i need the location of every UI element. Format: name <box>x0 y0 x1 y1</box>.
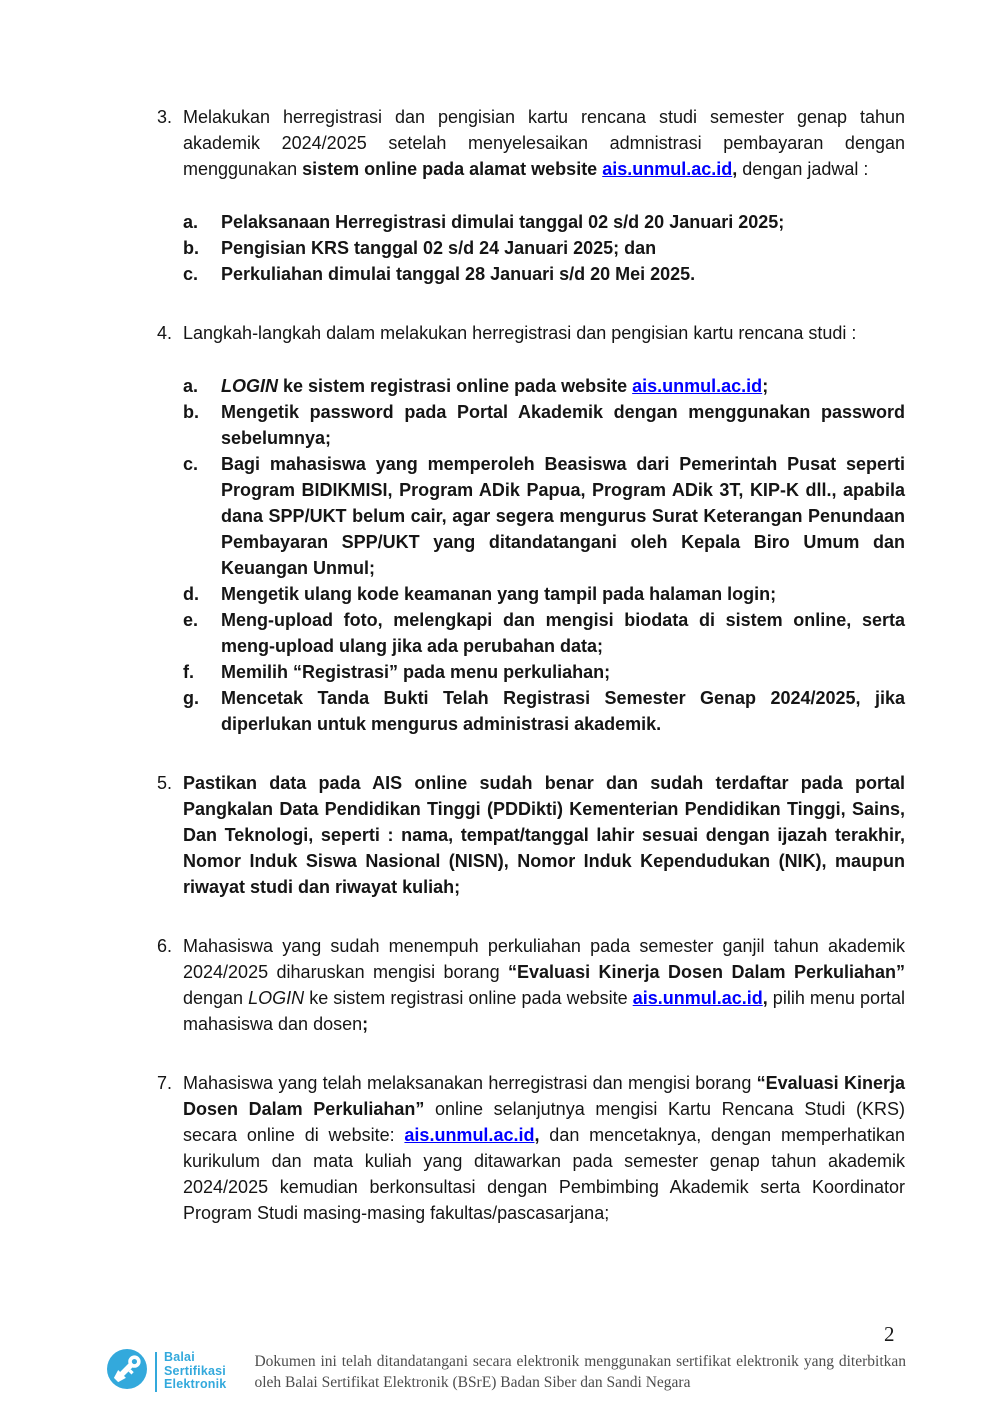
item-paragraph <box>183 1070 905 1226</box>
text-run: Langkah-langkah dalam melakukan herregistrasi dan pengisian kartu rencana studi : <box>183 323 857 343</box>
sub-item-text <box>221 235 905 261</box>
page-number: 2 <box>884 1322 895 1346</box>
text-run: dan mencetaknya, dengan memperhatikan kurikulum dan mata kuliah yang ditawarkan pada semester genap tahun akademik 2024/2025 kemudian berkonsultasi dengan Pembimbing Akademik serta Koordinator Program Studi masing-masing fakultas/pascasarjana; <box>183 1125 905 1223</box>
text-run: Mahasiswa yang sudah menempuh perkuliahan pada semester ganjil tahun akademik 2024/2025 diharuskan mengisi borang <box>183 936 905 982</box>
sub-item-text <box>221 209 905 235</box>
list-item-5 <box>157 770 905 900</box>
text-run: Memilih “Registrasi” pada menu perkuliahan; <box>221 662 611 682</box>
sub-item-f <box>183 659 905 685</box>
text-run: LOGIN <box>221 376 278 396</box>
sub-item-letter: g. <box>183 688 199 708</box>
text-run: ke sistem registrasi online pada website <box>278 376 633 396</box>
text-run: ; <box>762 376 769 396</box>
sub-list <box>183 373 905 737</box>
text-run: Perkuliahan dimulai tanggal 28 Januari s/d 20 Mei 2025. <box>221 264 696 284</box>
document-content <box>157 104 905 1226</box>
sub-item-letter: d. <box>183 584 199 604</box>
text-run: Pelaksanaan Herregistrasi dimulai tanggal 02 s/d 20 Januari 2025; <box>221 212 785 232</box>
text-run: Mengetik ulang kode keamanan yang tampil pada halaman login; <box>221 584 777 604</box>
text-run: , <box>762 988 768 1008</box>
logo-divider <box>155 1352 157 1392</box>
sub-item-text <box>221 261 905 287</box>
item-paragraph <box>183 320 905 346</box>
bsre-logo <box>106 1348 226 1395</box>
sub-item-letter: c. <box>183 454 199 474</box>
sub-item-text <box>221 399 905 451</box>
text-run: Pengisian KRS tanggal 02 s/d 24 Januari 2025; dan <box>221 238 657 258</box>
sub-item-e <box>183 607 905 659</box>
link-ais-unmul-ac-id[interactable]: ais.unmul.ac.id <box>632 376 763 396</box>
text-run: “Evaluasi Kinerja Dosen Dalam Perkuliahan” <box>508 962 905 982</box>
item-number: 4. <box>157 323 173 343</box>
item-number: 5. <box>157 773 173 793</box>
text-run: dengan <box>183 988 249 1008</box>
text-run: dengan jadwal : <box>737 159 869 179</box>
text-run: Melakukan herregistrasi dan pengisian kartu rencana studi semester genap tahun akademik 2024/2025 setelah menyelesaikan admnistrasi pembayaran dengan menggunakan <box>183 107 905 179</box>
sub-item-letter: f. <box>183 662 194 682</box>
text-run: Meng-upload foto, melengkapi dan mengisi biodata di sistem online, serta meng-upload ulang jika ada perubahan data; <box>221 610 905 656</box>
logo-line-1: Balai <box>164 1350 195 1365</box>
item-number: 3. <box>157 107 173 127</box>
sub-item-text <box>221 451 905 581</box>
list-item-4 <box>157 320 905 737</box>
item-number: 6. <box>157 936 173 956</box>
sub-item-letter: b. <box>183 402 199 422</box>
text-run: pilih menu portal mahasiswa dan dosen <box>183 988 905 1034</box>
sub-item-text <box>221 607 905 659</box>
text-run: Mahasiswa yang telah melaksanakan herregistrasi dan mengisi borang <box>183 1073 757 1093</box>
text-run: ke sistem registrasi online pada website <box>304 988 633 1008</box>
sub-item-letter: b. <box>183 238 199 258</box>
text-run: sistem online pada alamat website <box>302 159 603 179</box>
list-item-7 <box>157 1070 905 1226</box>
link-ais-unmul-ac-id[interactable]: ais.unmul.ac.id <box>404 1125 535 1145</box>
link-ais-unmul-ac-id[interactable]: ais.unmul.ac.id <box>602 159 733 179</box>
list-item-3 <box>157 104 905 287</box>
list-item-6 <box>157 933 905 1037</box>
sub-item-c <box>183 451 905 581</box>
text-run: online selanjutnya mengisi Kartu Rencana Studi (KRS) secara online di website: <box>183 1099 905 1145</box>
sub-item-text <box>221 373 905 399</box>
sub-item-d <box>183 581 905 607</box>
sub-item-c <box>183 261 905 287</box>
text-run: Mencetak Tanda Bukti Telah Registrasi Semester Genap 2024/2025, jika diperlukan untuk mengurus administrasi akademik. <box>221 688 905 734</box>
text-run: LOGIN <box>248 988 305 1008</box>
text-run: Mengetik password pada Portal Akademik dengan menggunakan password sebelumnya; <box>221 402 905 448</box>
sub-item-a <box>183 209 905 235</box>
text-run: , <box>534 1125 540 1145</box>
logo-line-3: Elektronik <box>164 1377 227 1392</box>
sub-item-g <box>183 685 905 737</box>
sub-item-b <box>183 399 905 451</box>
footer-disclaimer: Dokumen ini telah ditandatangani secara elektronik menggunakan sertifikat elektronik yang diterbitkan oleh Balai Sertifikat Elektronik (BSrE) Badan Siber dan Sandi Negara <box>254 1352 906 1391</box>
item-number: 7. <box>157 1073 173 1093</box>
sub-item-a <box>183 373 905 399</box>
sub-item-letter: e. <box>183 610 199 630</box>
text-run: Pastikan data pada AIS online sudah benar dan sudah terdaftar pada portal Pangkalan Data Pendidikan Tinggi (PDDikti) Kementerian Pendidikan Tinggi, Sains, Dan Teknologi, seperti : nama, tempat/tanggal lahir sesuai dengan ijazah terakhir, Nomor Induk Siswa Nasional (NISN), Nomor Induk Kependudukan (NIK), maupun riwayat studi dan riwayat kuliah; <box>183 773 905 897</box>
bsre-key-icon <box>106 1348 148 1395</box>
sub-item-letter: a. <box>183 376 199 396</box>
logo-wordmark <box>164 1351 226 1392</box>
item-paragraph <box>183 933 905 1037</box>
sub-item-text <box>221 659 905 685</box>
link-ais-unmul-ac-id[interactable]: ais.unmul.ac.id <box>632 988 763 1008</box>
text-run: Bagi mahasiswa yang memperoleh Beasiswa dari Pemerintah Pusat seperti Program BIDIKMISI, Program ADik Papua, Program ADik 3T, KIP-K dll., apabila dana SPP/UKT belum cair, agar segera mengurus Surat Keterangan Penundaan Pembayaran SPP/UKT yang ditandatangani oleh Kepala Biro Umum dan Keuangan Unmul; <box>221 454 905 578</box>
sub-item-b <box>183 235 905 261</box>
text-run: “Evaluasi Kinerja Dosen Dalam Perkuliahan” <box>183 1073 905 1119</box>
logo-line-2: Sertifikasi <box>164 1363 226 1378</box>
item-paragraph <box>183 104 905 182</box>
sub-item-letter: c. <box>183 264 199 284</box>
sub-item-letter: a. <box>183 212 199 232</box>
sub-list <box>183 209 905 287</box>
sub-item-text <box>221 581 905 607</box>
item-paragraph <box>183 770 905 900</box>
sub-item-text <box>221 685 905 737</box>
document-footer <box>106 1348 906 1395</box>
text-run: ; <box>362 1014 369 1034</box>
text-run: , <box>732 159 738 179</box>
